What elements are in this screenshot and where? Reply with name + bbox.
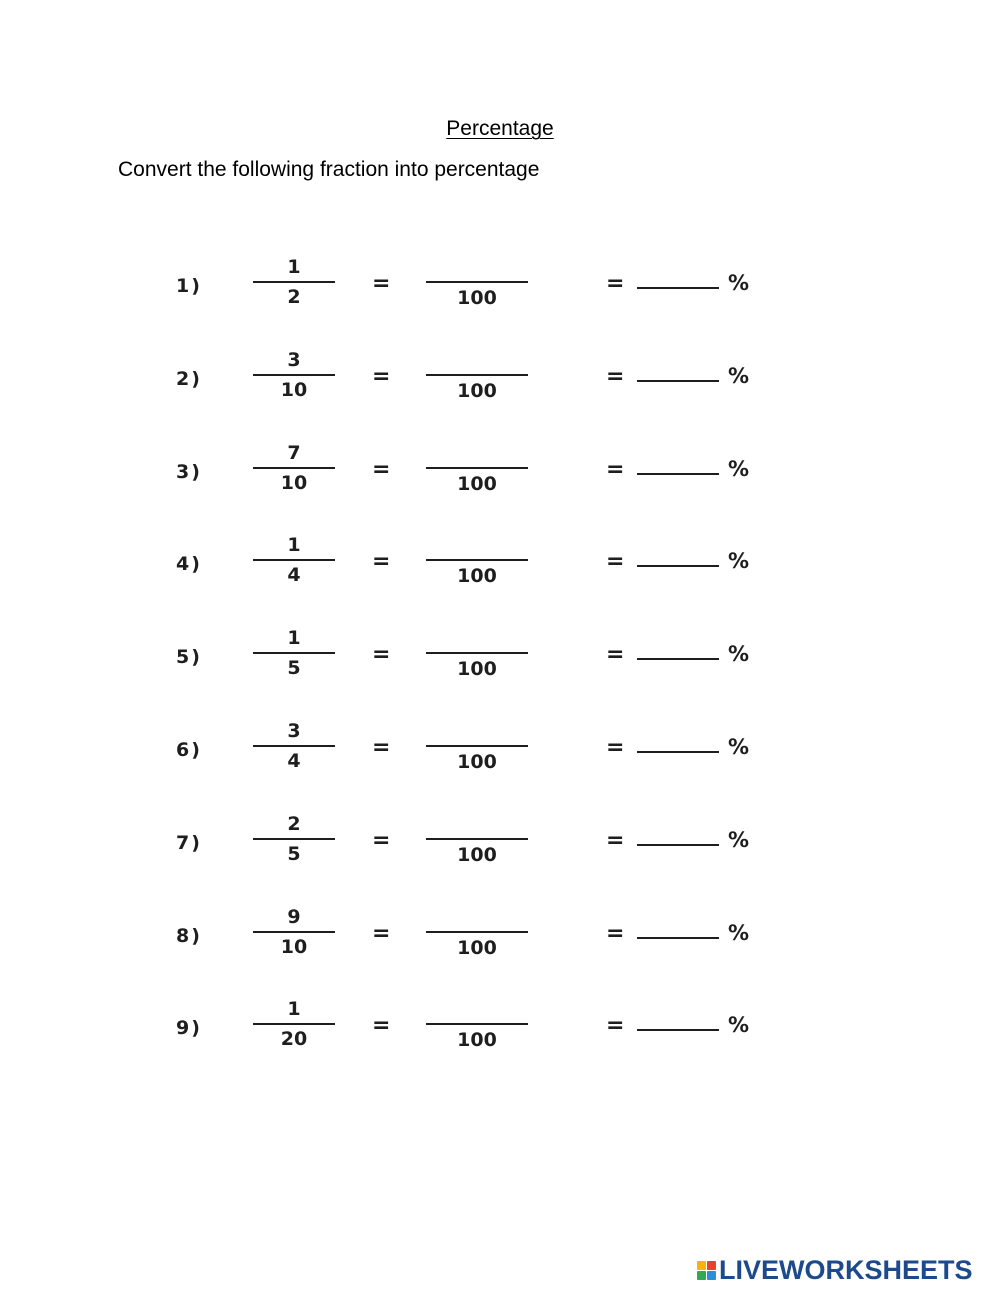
- denominator: 10: [280, 472, 308, 494]
- equals-sign: =: [606, 735, 625, 760]
- answer-blank[interactable]: [637, 937, 719, 939]
- fraction-bar: [253, 838, 335, 840]
- problem-row: [0, 442, 1000, 523]
- given-fraction: [253, 441, 335, 495]
- equals-sign: =: [606, 828, 625, 853]
- equals-sign: =: [372, 828, 391, 853]
- fraction-bar: [253, 652, 335, 654]
- logo-text: LIVEWORKSHEETS: [719, 1254, 973, 1285]
- problem-number: 2): [176, 368, 202, 390]
- problem-row: [0, 256, 1000, 337]
- equals-sign: =: [606, 364, 625, 389]
- percent-sign: %: [728, 828, 750, 852]
- percent-sign: %: [728, 271, 750, 295]
- denominator: 10: [280, 936, 308, 958]
- logo-square-2: [707, 1261, 716, 1270]
- given-fraction: [253, 997, 335, 1051]
- numerator: 2: [287, 813, 301, 835]
- given-fraction: [253, 812, 335, 866]
- given-fraction: [253, 533, 335, 587]
- percent-sign: %: [728, 457, 750, 481]
- denominator: 4: [287, 564, 301, 586]
- footer-logo: [697, 1255, 973, 1285]
- target-denominator: 100: [457, 937, 497, 959]
- problem-row: [0, 813, 1000, 894]
- answer-blank[interactable]: [637, 1029, 719, 1031]
- target-denominator: 100: [457, 1029, 497, 1051]
- problem-row: [0, 349, 1000, 430]
- fraction-bar: [253, 931, 335, 933]
- fraction-bar: [253, 745, 335, 747]
- equals-sign: =: [372, 921, 391, 946]
- problem-row: [0, 906, 1000, 987]
- equivalent-fraction: [426, 745, 528, 774]
- numerator: 1: [287, 627, 301, 649]
- equals-sign: =: [606, 549, 625, 574]
- equivalent-fraction: [426, 281, 528, 310]
- equals-sign: =: [372, 364, 391, 389]
- percent-sign: %: [728, 364, 750, 388]
- numerator-blank[interactable]: [426, 931, 528, 933]
- equivalent-fraction: [426, 838, 528, 867]
- target-denominator: 100: [457, 658, 497, 680]
- percent-sign: %: [728, 642, 750, 666]
- problem-number: 4): [176, 553, 202, 575]
- equals-sign: =: [606, 642, 625, 667]
- answer-blank[interactable]: [637, 751, 719, 753]
- equivalent-fraction: [426, 559, 528, 588]
- fraction-bar: [253, 467, 335, 469]
- instructions-text: Convert the following fraction into percentage: [118, 158, 540, 181]
- numerator-blank[interactable]: [426, 838, 528, 840]
- given-fraction: [253, 626, 335, 680]
- percent-sign: %: [728, 1013, 750, 1037]
- percent-sign: %: [728, 735, 750, 759]
- problem-number: 3): [176, 461, 202, 483]
- numerator: 3: [287, 349, 301, 371]
- given-fraction: [253, 719, 335, 773]
- answer-blank[interactable]: [637, 380, 719, 382]
- answer-blank[interactable]: [637, 844, 719, 846]
- problem-row: [0, 720, 1000, 801]
- numerator-blank[interactable]: [426, 559, 528, 561]
- equals-sign: =: [372, 271, 391, 296]
- percent-sign: %: [728, 549, 750, 573]
- problem-row: [0, 627, 1000, 708]
- problem-row: [0, 534, 1000, 615]
- denominator: 10: [280, 379, 308, 401]
- logo-square-1: [697, 1261, 706, 1270]
- problem-number: 8): [176, 925, 202, 947]
- answer-blank[interactable]: [637, 658, 719, 660]
- percent-sign: %: [728, 921, 750, 945]
- numerator: 1: [287, 534, 301, 556]
- equals-sign: =: [606, 1013, 625, 1038]
- equals-sign: =: [606, 457, 625, 482]
- target-denominator: 100: [457, 844, 497, 866]
- denominator: 4: [287, 750, 301, 772]
- given-fraction: [253, 255, 335, 309]
- target-denominator: 100: [457, 565, 497, 587]
- denominator: 20: [280, 1028, 308, 1050]
- problem-number: 6): [176, 739, 202, 761]
- equals-sign: =: [372, 1013, 391, 1038]
- equals-sign: =: [372, 549, 391, 574]
- equivalent-fraction: [426, 374, 528, 403]
- target-denominator: 100: [457, 380, 497, 402]
- target-denominator: 100: [457, 751, 497, 773]
- equals-sign: =: [372, 457, 391, 482]
- problem-number: 5): [176, 646, 202, 668]
- numerator: 1: [287, 256, 301, 278]
- numerator-blank[interactable]: [426, 281, 528, 283]
- equals-sign: =: [372, 735, 391, 760]
- equals-sign: =: [606, 921, 625, 946]
- logo-square-4: [707, 1271, 716, 1280]
- fraction-bar: [253, 281, 335, 283]
- given-fraction: [253, 348, 335, 402]
- problem-row: [0, 998, 1000, 1079]
- equivalent-fraction: [426, 467, 528, 496]
- numerator: 7: [287, 442, 301, 464]
- numerator: 9: [287, 906, 301, 928]
- answer-blank[interactable]: [637, 565, 719, 567]
- denominator: 5: [287, 843, 301, 865]
- given-fraction: [253, 905, 335, 959]
- equals-sign: =: [372, 642, 391, 667]
- page-title: Percentage: [446, 117, 554, 140]
- denominator: 5: [287, 657, 301, 679]
- fraction-bar: [253, 1023, 335, 1025]
- equals-sign: =: [606, 271, 625, 296]
- numerator-blank[interactable]: [426, 652, 528, 654]
- equivalent-fraction: [426, 931, 528, 960]
- numerator-blank[interactable]: [426, 745, 528, 747]
- target-denominator: 100: [457, 473, 497, 495]
- numerator-blank[interactable]: [426, 1023, 528, 1025]
- answer-blank[interactable]: [637, 473, 719, 475]
- target-denominator: 100: [457, 287, 497, 309]
- equivalent-fraction: [426, 652, 528, 681]
- denominator: 2: [287, 286, 301, 308]
- liveworksheets-logo-icon: [697, 1261, 716, 1280]
- numerator: 1: [287, 998, 301, 1020]
- problem-number: 9): [176, 1017, 202, 1039]
- problem-number: 7): [176, 832, 202, 854]
- logo-square-3: [697, 1271, 706, 1280]
- fraction-bar: [253, 559, 335, 561]
- numerator-blank[interactable]: [426, 374, 528, 376]
- fraction-bar: [253, 374, 335, 376]
- equivalent-fraction: [426, 1023, 528, 1052]
- problem-number: 1): [176, 275, 202, 297]
- numerator: 3: [287, 720, 301, 742]
- answer-blank[interactable]: [637, 287, 719, 289]
- numerator-blank[interactable]: [426, 467, 528, 469]
